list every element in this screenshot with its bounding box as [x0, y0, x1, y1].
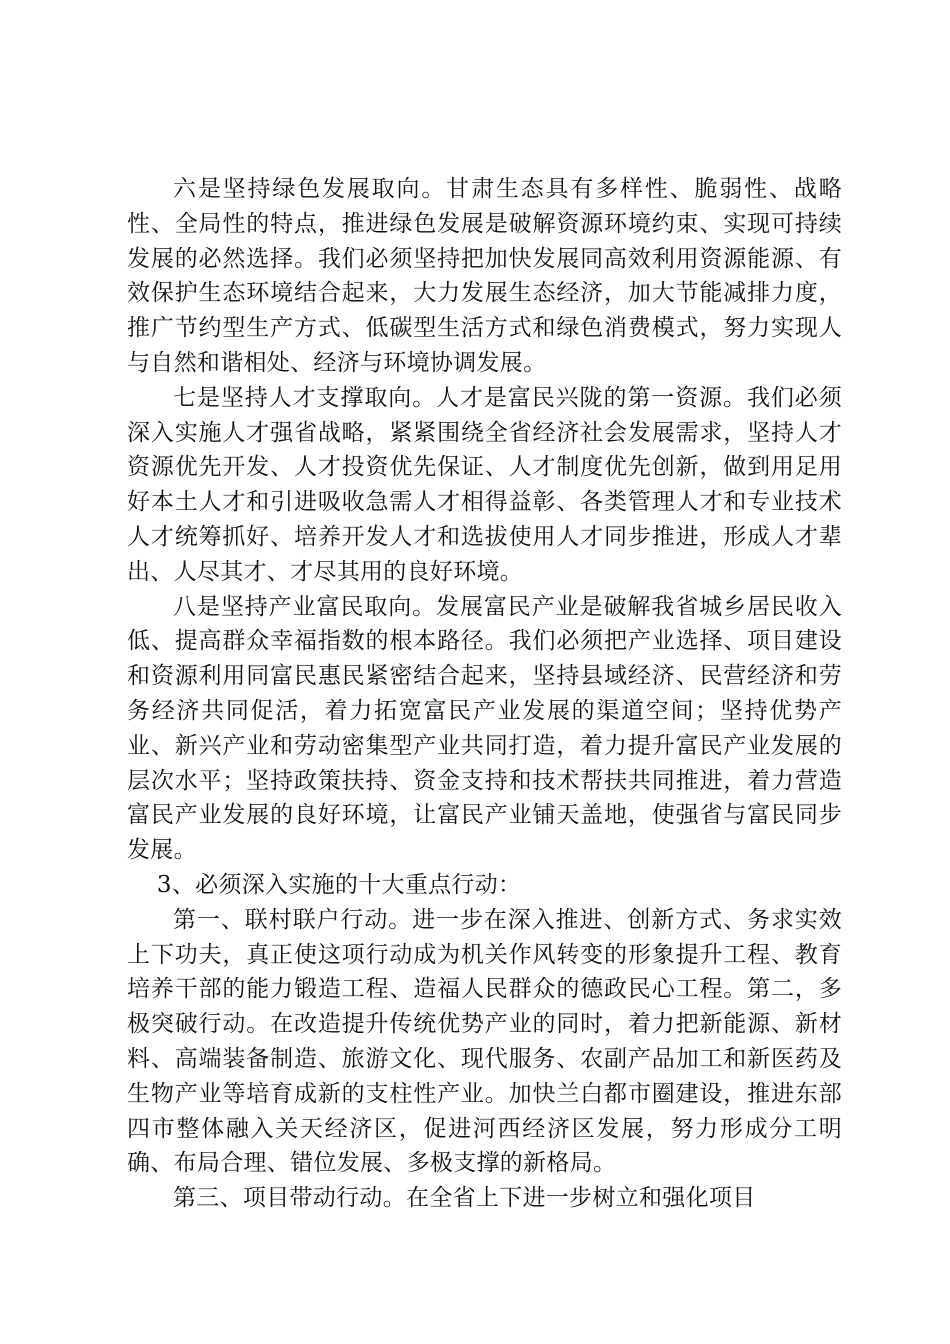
paragraph-green-development: 六是坚持绿色发展取向。甘肃生态具有多样性、脆弱性、战略性、全局性的特点，推进绿色发展是破解资源环境约束、实现可持续发展的必然选择。我们必须坚持把加快发展同高效利用资源能源、有效保护生态环境结合起来，大力发展生态经济，加大节能减排力度，推广节约型生产方式、低碳型生活方式和绿色消费模式，努力实现人与自然和谐相处、经济与环境协调发展。	[127, 176, 842, 376]
section-heading-ten-actions: 3、必须深入实施的十大重点行动：	[156, 871, 522, 898]
paragraph-industry-enrichment: 八是坚持产业富民取向。发展富民产业是破解我省城乡居民收入低、提高群众幸福指数的根本路径。我们必须把产业选择、项目建设和资源利用同富民惠民紧密结合起来，坚持县域经济、民营经济和劳务经济共同促活，着力拓宽富民产业发展的渠道空间；坚持优势产业、新兴产业和劳动密集型产业共同打造，着力提升富民产业发展的层次水平；坚持政策扶持、资金支持和技术帮扶共同推进，着力营造富民产业发展的良好环境，让富民产业铺天盖地，使强省与富民同步发展。	[127, 593, 842, 864]
document-body	[127, 172, 842, 1216]
paragraph-actions-one-two: 第一、联村联户行动。进一步在深入推进、创新方式、务求实效上下功夫，真正使这项行动成为机关作风转变的形象提升工程、教育培养干部的能力锻造工程、造福人民群众的德政民心工程。第二，多极突破行动。在改造提升传统优势产业的同时，着力把新能源、新材料、高端装备制造、旅游文化、现代服务、农副产品加工和新医药及生物产业等培育成新的支柱性产业。加快兰白都市圈建设，推进东部四市整体融入关天经济区，促进河西经济区发展，努力形成分工明确、布局合理、错位发展、多极支撑的新格局。	[127, 906, 842, 1177]
paragraph-talent-support: 七是坚持人才支撑取向。人才是富民兴陇的第一资源。我们必须深入实施人才强省战略，紧紧围绕全省经济社会发展需求，坚持人才资源优先开发、人才投资优先保证、人才制度优先创新，做到用足用好本土人才和引进吸收急需人才相得益彰、各类管理人才和专业技术人才统筹抓好、培养开发人才和选拔使用人才同步推进，形成人才辈出、人尽其才、才尽其用的良好环境。	[127, 384, 842, 585]
paragraph-action-three: 第三、项目带动行动。在全省上下进一步树立和强化项目	[173, 1185, 756, 1212]
